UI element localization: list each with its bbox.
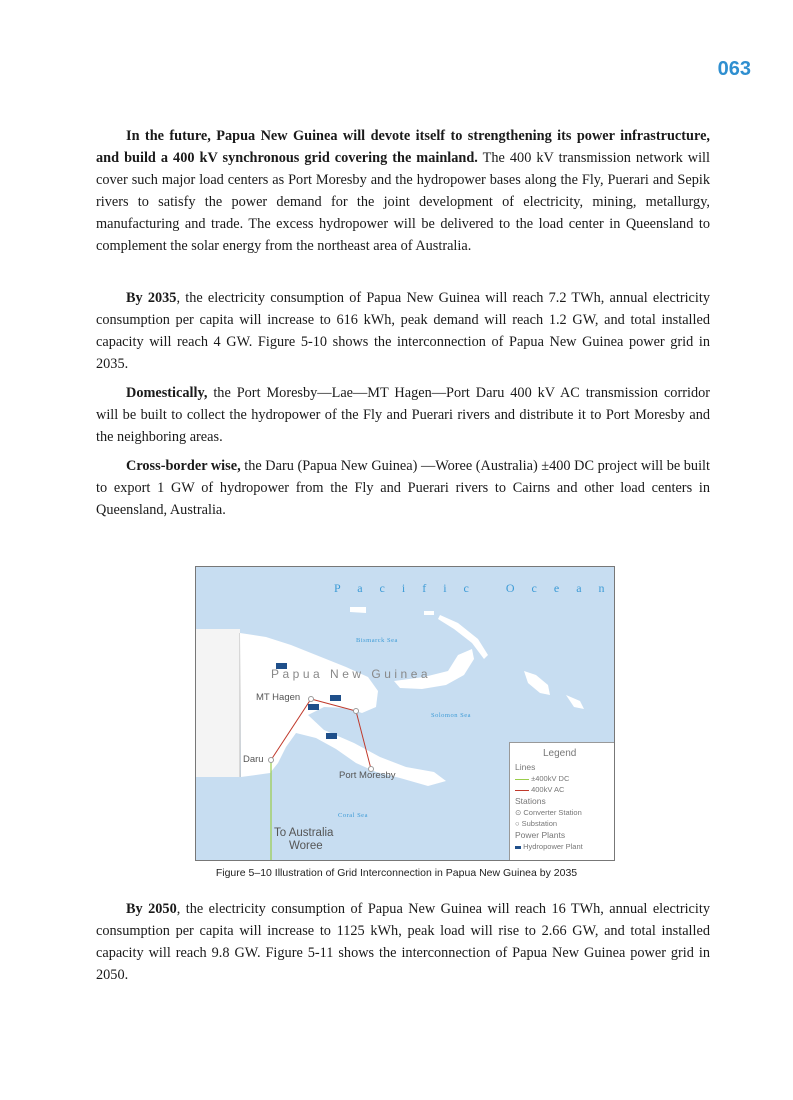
- hydropower-icon: [308, 704, 319, 710]
- legend-converter: Converter Station: [523, 808, 582, 817]
- converter-station-daru: [269, 758, 274, 763]
- paragraph-text: , the electricity consumption of Papua New Guinea will reach 16 TWh, annual electricity consumption per capita will increase to 1125 kWh, peak load will rise to 2.66 GW, and total installed capacity will reach 9.8 GW. Figure 5-11 shows the interconnection of Papua New Guinea power grid in 2050.: [96, 901, 710, 983]
- port-moresby-label: Port Moresby: [339, 770, 396, 781]
- substation: [354, 709, 359, 714]
- legend-plants-heading: Power Plants: [515, 830, 566, 840]
- figure-caption: Figure 5–10 Illustration of Grid Interconnection in Papua New Guinea by 2035: [215, 867, 578, 879]
- paragraph-future: [96, 125, 710, 257]
- new-ireland-island: [438, 615, 488, 659]
- island: [424, 611, 434, 615]
- hydropower-icon: [330, 695, 341, 701]
- mt-hagen-label: MT Hagen: [256, 692, 301, 703]
- paragraph-2035: [96, 287, 710, 375]
- paragraph-cross-border: [96, 455, 710, 521]
- grid-map-figure: [195, 566, 615, 861]
- legend-title: Legend: [543, 748, 577, 759]
- paragraph-text: the Daru (Papua New Guinea) —Woree (Australia) ±400 DC project will be built to export 1 GW of hydropower from the Fly and Puerari rivers to Cairns and other load centers in Queensland, Australia.: [96, 458, 710, 518]
- solomon-sea-label: Solomon Sea: [431, 712, 471, 719]
- paragraph-lead: By 2035: [126, 290, 177, 306]
- paragraph-2050: [96, 898, 710, 986]
- paragraph-lead: By 2050: [126, 901, 177, 917]
- paragraph-lead: In the future, Papua New Guinea will devote itself to strengthening its power infrastructure, and build a 400 kV synchronous grid covering the mainland.: [96, 128, 710, 166]
- island: [350, 607, 366, 613]
- country-label: Papua New Guinea: [271, 667, 432, 681]
- island: [566, 695, 584, 709]
- legend-dc: ±400kV DC: [531, 774, 570, 783]
- legend-stations-heading: Stations: [515, 796, 546, 806]
- coral-sea-label: Coral Sea: [338, 812, 368, 819]
- indonesia-land: [196, 629, 240, 777]
- ac-line-swatch: [515, 790, 529, 791]
- to-australia-label: To Australia: [274, 827, 334, 839]
- legend-hydro: Hydropower Plant: [523, 842, 583, 851]
- paragraph-text: the Port Moresby—Lae—MT Hagen—Port Daru 400 kV AC transmission corridor will be built to collect the hydropower of the Fly and Puerari rivers and distribute it to Port Moresby and the neighboring areas.: [96, 385, 710, 445]
- daru-label: Daru: [243, 754, 264, 765]
- paragraph-lead: Cross-border wise,: [126, 458, 241, 474]
- pacific-ocean-label: P a c i f i c O c e a n: [334, 581, 612, 595]
- bougainville-island: [524, 671, 550, 695]
- legend-lines-heading: Lines: [515, 762, 536, 772]
- paragraph-domestic: [96, 382, 710, 448]
- paragraph-lead: Domestically,: [126, 385, 208, 401]
- converter-station-icon: ⊙: [515, 808, 522, 817]
- hydropower-icon: [515, 846, 521, 849]
- legend-substation: Substation: [521, 819, 558, 828]
- paragraph-text: , the electricity consumption of Papua New Guinea will reach 7.2 TWh, annual electricity consumption per capita will increase to 616 kWh, peak demand will reach 1.2 GW, and total installed capacity will reach 4 GW. Figure 5-10 shows the interconnection of Papua New Guinea power grid in 2035.: [96, 290, 710, 372]
- bismarck-sea-label: Bismarck Sea: [356, 637, 398, 644]
- page-number: 063: [717, 58, 751, 80]
- substation-mt-hagen: [309, 697, 314, 702]
- paragraph-text: The 400 kV transmission network will cover such major load centers as Port Moresby and the hydropower bases along the Fly, Puerari and Sepik rivers to satisfy the power demand for the joint development of electricity, mining, metallurgy, manufacturing and trade. The excess hydropower will be delivered to the load center in Queensland to complement the solar energy from the northeast area of Australia.: [96, 150, 710, 254]
- substation-icon: ○: [515, 819, 520, 828]
- map-legend: [509, 742, 615, 861]
- hydropower-icon: [326, 733, 337, 739]
- dc-line-swatch: [515, 779, 529, 780]
- woree-label: Woree: [289, 840, 323, 852]
- legend-ac: 400kV AC: [531, 785, 565, 794]
